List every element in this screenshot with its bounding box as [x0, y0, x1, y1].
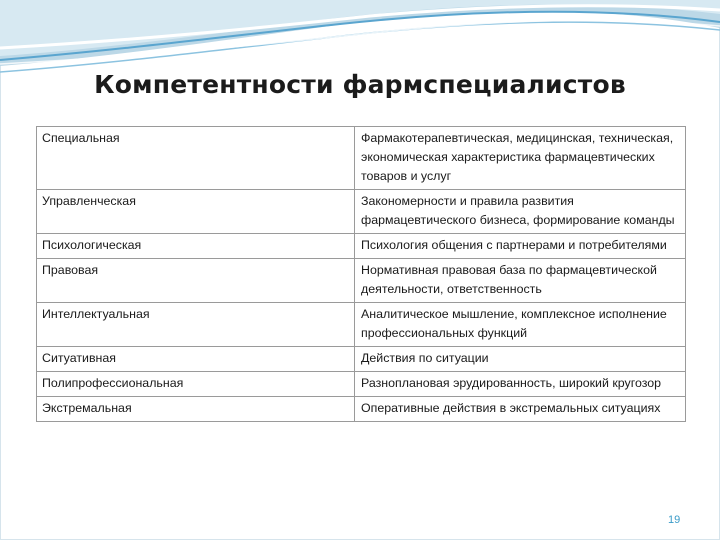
- competence-name: Полипрофессиональная: [37, 372, 355, 397]
- table-row: [37, 303, 686, 347]
- competence-name: Экстремальная: [37, 397, 355, 422]
- competence-name: Управленческая: [37, 190, 355, 234]
- header-wave-decoration: [0, 0, 720, 80]
- competence-description: Нормативная правовая база по фармацевтической деятельности, ответственность: [355, 259, 686, 303]
- competence-description: Действия по ситуации: [355, 347, 686, 372]
- competence-name: Ситуативная: [37, 347, 355, 372]
- table-row: [37, 347, 686, 372]
- table-row: [37, 127, 686, 190]
- competence-description: Оперативные действия в экстремальных ситуациях: [355, 397, 686, 422]
- competence-name: Правовая: [37, 259, 355, 303]
- competencies-table: [36, 126, 686, 422]
- competence-description: Аналитическое мышление, комплексное исполнение профессиональных функций: [355, 303, 686, 347]
- competence-name: Интеллектуальная: [37, 303, 355, 347]
- competence-description: Разноплановая эрудированность, широкий кругозор: [355, 372, 686, 397]
- table-row: [37, 259, 686, 303]
- table-row: [37, 372, 686, 397]
- table-row: [37, 397, 686, 422]
- page-number: 19: [668, 514, 681, 526]
- competence-description: Закономерности и правила развития фармацевтического бизнеса, формирование команды: [355, 190, 686, 234]
- table-row: [37, 234, 686, 259]
- slide-title: Компетентности фармспециалистов: [94, 70, 626, 99]
- table-row: [37, 190, 686, 234]
- competence-name: Специальная: [37, 127, 355, 190]
- competence-description: Психология общения с партнерами и потребителями: [355, 234, 686, 259]
- competence-description: Фармакотерапевтическая, медицинская, техническая, экономическая характеристика фармацевтических товаров и услуг: [355, 127, 686, 190]
- competence-name: Психологическая: [37, 234, 355, 259]
